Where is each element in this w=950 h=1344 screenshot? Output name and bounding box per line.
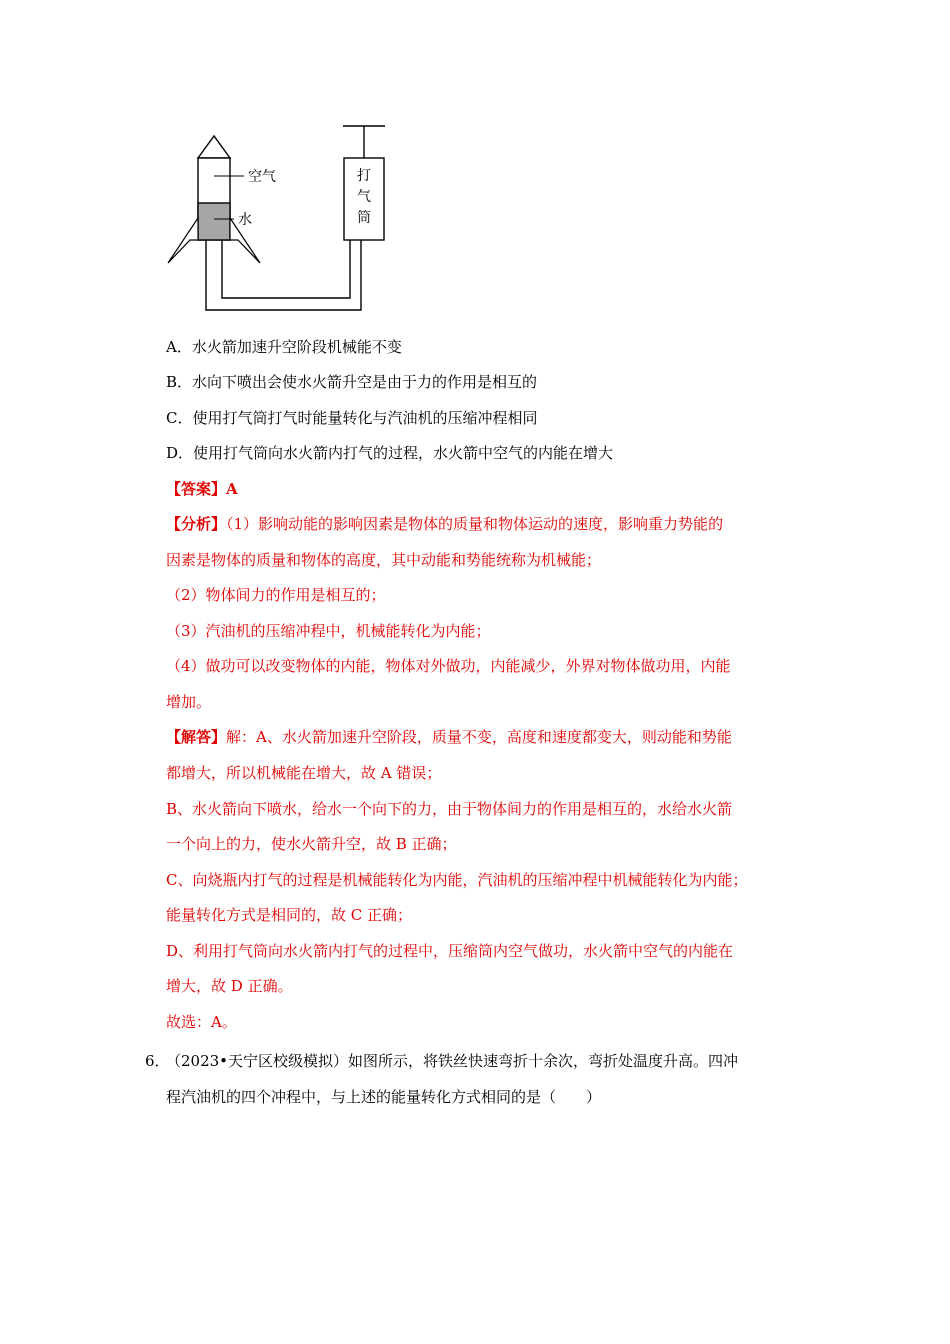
analysis-tag: 【分析】	[166, 515, 227, 533]
solution-line-7: D、利用打气筒向水火箭内打气的过程中，压缩筒内空气做功，水火箭中空气的内能在	[166, 942, 734, 960]
label-air: 空气	[248, 169, 276, 185]
pump-label-3: 筒	[357, 210, 371, 226]
solution-line-2: 都增大，所以机械能在增大，故 A 错误；	[166, 764, 442, 782]
connecting-tube-inner	[222, 240, 350, 298]
solution-line-5: C、向烧瓶内打气的过程是机械能转化为内能，汽油机的压缩冲程中机械能转化为内能；	[166, 871, 748, 889]
solution-line-3: B、水火箭向下喷水，给水一个向下的力，由于物体间力的作用是相互的，水给水火箭	[166, 800, 733, 818]
solution-line-6: 能量转化方式是相同的，故 C 正确；	[166, 906, 413, 924]
label-water: 水	[238, 212, 252, 228]
analysis-line-6: 增加。	[166, 693, 212, 711]
rocket-water	[198, 203, 230, 240]
solution-line-8: 增大，故 D 正确。	[166, 977, 293, 995]
solution-line-1	[166, 727, 732, 747]
question-6-line-2: 程汽油机的四个冲程中，与上述的能量转化方式相同的是（ ）	[166, 1088, 602, 1106]
option-a: A．水火箭加速升空阶段机械能不变	[166, 338, 402, 356]
rocket-nose	[198, 136, 230, 158]
analysis-line-3: （2）物体间力的作用是相互的；	[166, 586, 386, 604]
option-d: D．使用打气筒向水火箭内打气的过程，水火箭中空气的内能在增大	[166, 444, 614, 462]
solution-text-1: 解：A、水火箭加速升空阶段，质量不变，高度和速度都变大，则动能和势能	[226, 728, 732, 746]
analysis-line-1	[166, 514, 723, 534]
question-6-line-1: （2023•天宁区校级模拟）如图所示，将铁丝快速弯折十余次，弯折处温度升高。四冲	[166, 1052, 739, 1070]
option-c: C．使用打气筒打气时能量转化与汽油机的压缩冲程相同	[166, 409, 538, 427]
water-rocket-diagram	[160, 118, 400, 318]
answer-tag: 【答案】	[166, 480, 227, 498]
answer-value: A	[226, 480, 238, 498]
pump-label-1: 打	[357, 168, 371, 184]
solution-line-4: 一个向上的力，使水火箭升空，故 B 正确；	[166, 835, 457, 853]
analysis-line-2: 因素是物体的质量和物体的高度，其中动能和势能统称为机械能；	[166, 551, 602, 569]
analysis-text-1: （1）影响动能的影响因素是物体的质量和物体运动的速度，影响重力势能的	[226, 515, 724, 533]
analysis-line-5: （4）做功可以改变物体的内能，物体对外做功，内能减少，外界对物体做功用，内能	[166, 657, 731, 675]
analysis-line-4: （3）汽油机的压缩冲程中，机械能转化为内能；	[166, 622, 491, 640]
rocket-fin-left	[168, 218, 198, 263]
option-b: B．水向下喷出会使水火箭升空是由于力的作用是相互的	[166, 373, 538, 391]
question-6-number: 6．	[145, 1052, 170, 1070]
pump-label-2: 气	[357, 189, 371, 205]
connecting-tube-outer	[206, 240, 361, 310]
answer	[166, 479, 238, 499]
solution-line-9: 故选：A。	[166, 1013, 237, 1031]
solution-tag: 【解答】	[166, 728, 227, 746]
